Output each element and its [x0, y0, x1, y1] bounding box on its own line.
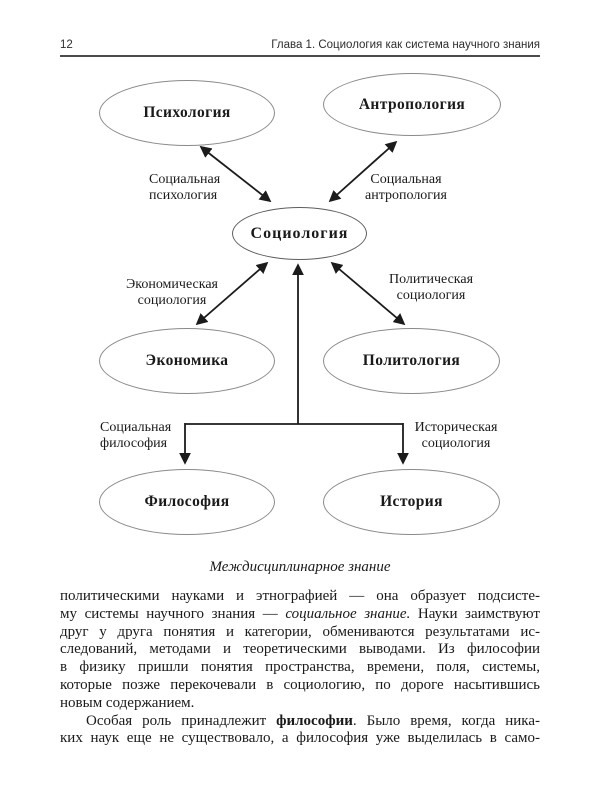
edge-label-economic-sociology [112, 277, 232, 308]
body-text [60, 588, 540, 748]
node-philosophy [99, 469, 275, 535]
text-segment: Науки заимствуют [410, 605, 540, 622]
italic-text: социальное знание. [285, 605, 411, 622]
node-anthropology-label: Антропология [358, 95, 466, 113]
edge-label-line: социология [421, 435, 491, 451]
figure-caption: Междисциплинарное знание [209, 559, 391, 575]
node-philosophy-label: Философия [144, 493, 230, 510]
edge-label-line: Социальная [370, 172, 442, 187]
edge-label-social-psychology [149, 172, 220, 203]
node-economics [99, 328, 275, 394]
edge-label-social-philosophy [100, 420, 171, 451]
text-line [60, 730, 540, 748]
text-line [60, 659, 540, 677]
text-line [60, 641, 540, 659]
text-segment: друг у друга понятия и категории, обмениваются результатами ис- [60, 623, 540, 640]
text-line [60, 588, 540, 606]
edge-label-line: социология [137, 292, 207, 308]
node-economics-label: Экономика [145, 352, 229, 369]
paragraph [60, 713, 540, 749]
node-politology [323, 328, 500, 394]
page-number: 12 [60, 39, 73, 51]
node-history [323, 469, 500, 535]
edge-label-line: Историческая [414, 420, 498, 435]
edge-label-political-sociology [371, 272, 491, 303]
node-politology-label: Политология [362, 352, 461, 369]
text-segment: му системы научного знания — [60, 605, 286, 622]
node-history-label: История [380, 493, 443, 510]
node-sociology-label: Социология [250, 224, 349, 242]
chapter-title: Глава 1. Социология как система научного знания [271, 39, 540, 51]
edge-label-line: философия [100, 435, 168, 451]
edge-label-line: антропология [365, 187, 447, 203]
text-segment: новым содержанием. [60, 694, 195, 711]
text-segment: следований, методами и теоретическими выводами. Из философии [60, 641, 540, 658]
edge-label-social-anthropology [346, 172, 466, 203]
edge-label-line: Экономическая [126, 277, 218, 292]
text-segment: . Было время, когда ника- [352, 712, 540, 729]
edge-label-line: Социальная [149, 172, 221, 187]
edge-label-line: психология [149, 187, 218, 203]
text-line [60, 677, 540, 695]
text-line [60, 624, 540, 642]
edge-label-line: Политическая [388, 272, 474, 287]
edge-label-historical-sociology [396, 420, 516, 451]
text-segment: ких наук еще не существовало, а философия уже выделилась в само- [60, 730, 540, 747]
paragraph [60, 588, 540, 713]
text-segment: в физику пришли понятия пространства, времени, поля, системы, [60, 659, 540, 676]
node-anthropology [323, 73, 501, 136]
text-line [60, 713, 540, 731]
bold-text: философии [276, 712, 353, 729]
text-segment: которые позже перекочевали в социологию, по дороге насытившись [60, 676, 540, 693]
edge-label-line: Социальная [100, 420, 172, 435]
text-line [60, 695, 540, 713]
text-line [60, 606, 540, 624]
node-psychology [99, 80, 275, 146]
node-sociology [232, 207, 367, 260]
node-psychology-label: Психология [143, 104, 231, 121]
text-segment: Особая роль принадлежит [86, 712, 277, 729]
text-segment: политическими науками и этнографией — она образует подсисте- [60, 588, 540, 604]
edge-label-line: социология [396, 287, 466, 303]
